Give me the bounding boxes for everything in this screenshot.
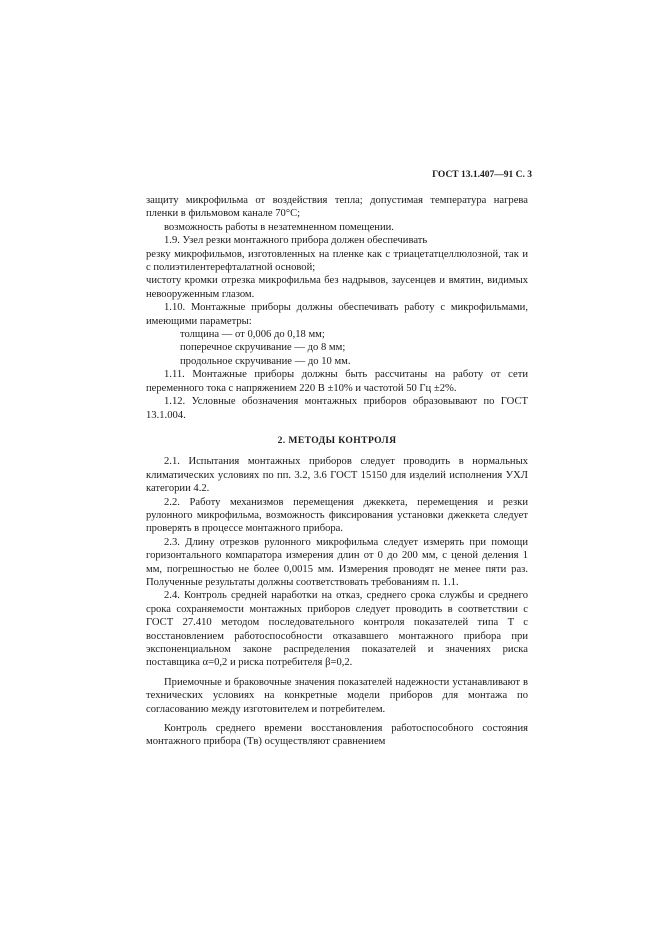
section-title: 2. МЕТОДЫ КОНТРОЛЯ: [277, 434, 397, 446]
paragraph: 1.10. Монтажные приборы должны обеспечивать работу с микрофильмами, имеющими параметры:: [146, 302, 528, 327]
paragraph: чистоту кромки отрезка микрофильма без надрывов, заусенцев и вмятин, видимых невооруженным глазом.: [146, 275, 528, 300]
page-header: ГОСТ 13.1.407—91 С. 3: [432, 170, 532, 180]
paragraph: 1.12. Условные обозначения монтажных приборов образовывают по ГОСТ 13.1.004.: [146, 396, 528, 421]
paragraph: Приемочные и браковочные значения показателей надежности устанавливают в технических условиях на конкретные модели приборов для монтажа по согласованию между изготовителем и потребителем.: [146, 676, 528, 715]
document-body: [146, 194, 528, 749]
list-item: продольное скручивание — до 10 мм.: [180, 355, 351, 367]
paragraph: резку микрофильмов, изготовленных на пленке как с триацетатцеллюлозной, так и с полиэтилентерефталатной основой;: [146, 248, 528, 274]
paragraph: возможность работы в незатемненном помещении.: [164, 221, 394, 233]
paragraph: 1.9. Узел резки монтажного прибора должен обеспечивать: [164, 235, 428, 247]
paragraph: защиту микрофильма от воздействия тепла; допустимая температура нагрева пленки в фильмовом канале 70°С;: [146, 195, 528, 220]
paragraph: 2.2. Работу механизмов перемещения джеккета, перемещения и резки рулонного микрофильма, возможность фиксирования установки джеккета следует проверять в процессе монтажного прибора.: [146, 496, 528, 535]
paragraph: Контроль среднего времени восстановления работоспособного состояния монтажного прибора (Tв) осуществляют сравнением: [146, 723, 528, 748]
list-item: толщина — от 0,006 до 0,18 мм;: [180, 329, 325, 341]
paragraph: 2.3. Длину отрезков рулонного микрофильма следует измерять при помощи горизонтального компаратора измерения длин от 0 до 200 мм, с ценой деления 1 мм, погрешностью не более 0,0015 мм. Измерения проводят не менее пяти раз. Полученные результаты должны соответствовать требованиям п. 1.1.: [146, 536, 528, 588]
paragraph: 1.11. Монтажные приборы должны быть рассчитаны на работу от сети переменного тока с напряжением 220 В ±10% и частотой 50 Гц ±2%.: [146, 369, 528, 394]
paragraph: 2.4. Контроль средней наработки на отказ, среднего срока службы и среднего срока сохраняемости монтажных приборов следует проводить в соответствии с ГОСТ 27.410 методом последовательного контроля показателей типа T с восстановлением работоспособности отказавшего монтажного прибора при экспоненциальном законе распределения показателей и значениях риска поставщика α=0,2 и риска потребителя β=0,2.: [146, 590, 528, 669]
list-item: поперечное скручивание — до 8 мм;: [180, 342, 346, 354]
paragraph: 2.1. Испытания монтажных приборов следует проводить в нормальных климатических условиях по пп. 3.2, 3.6 ГОСТ 15150 для изделий исполнения УХЛ категории 4.2.: [146, 456, 528, 495]
